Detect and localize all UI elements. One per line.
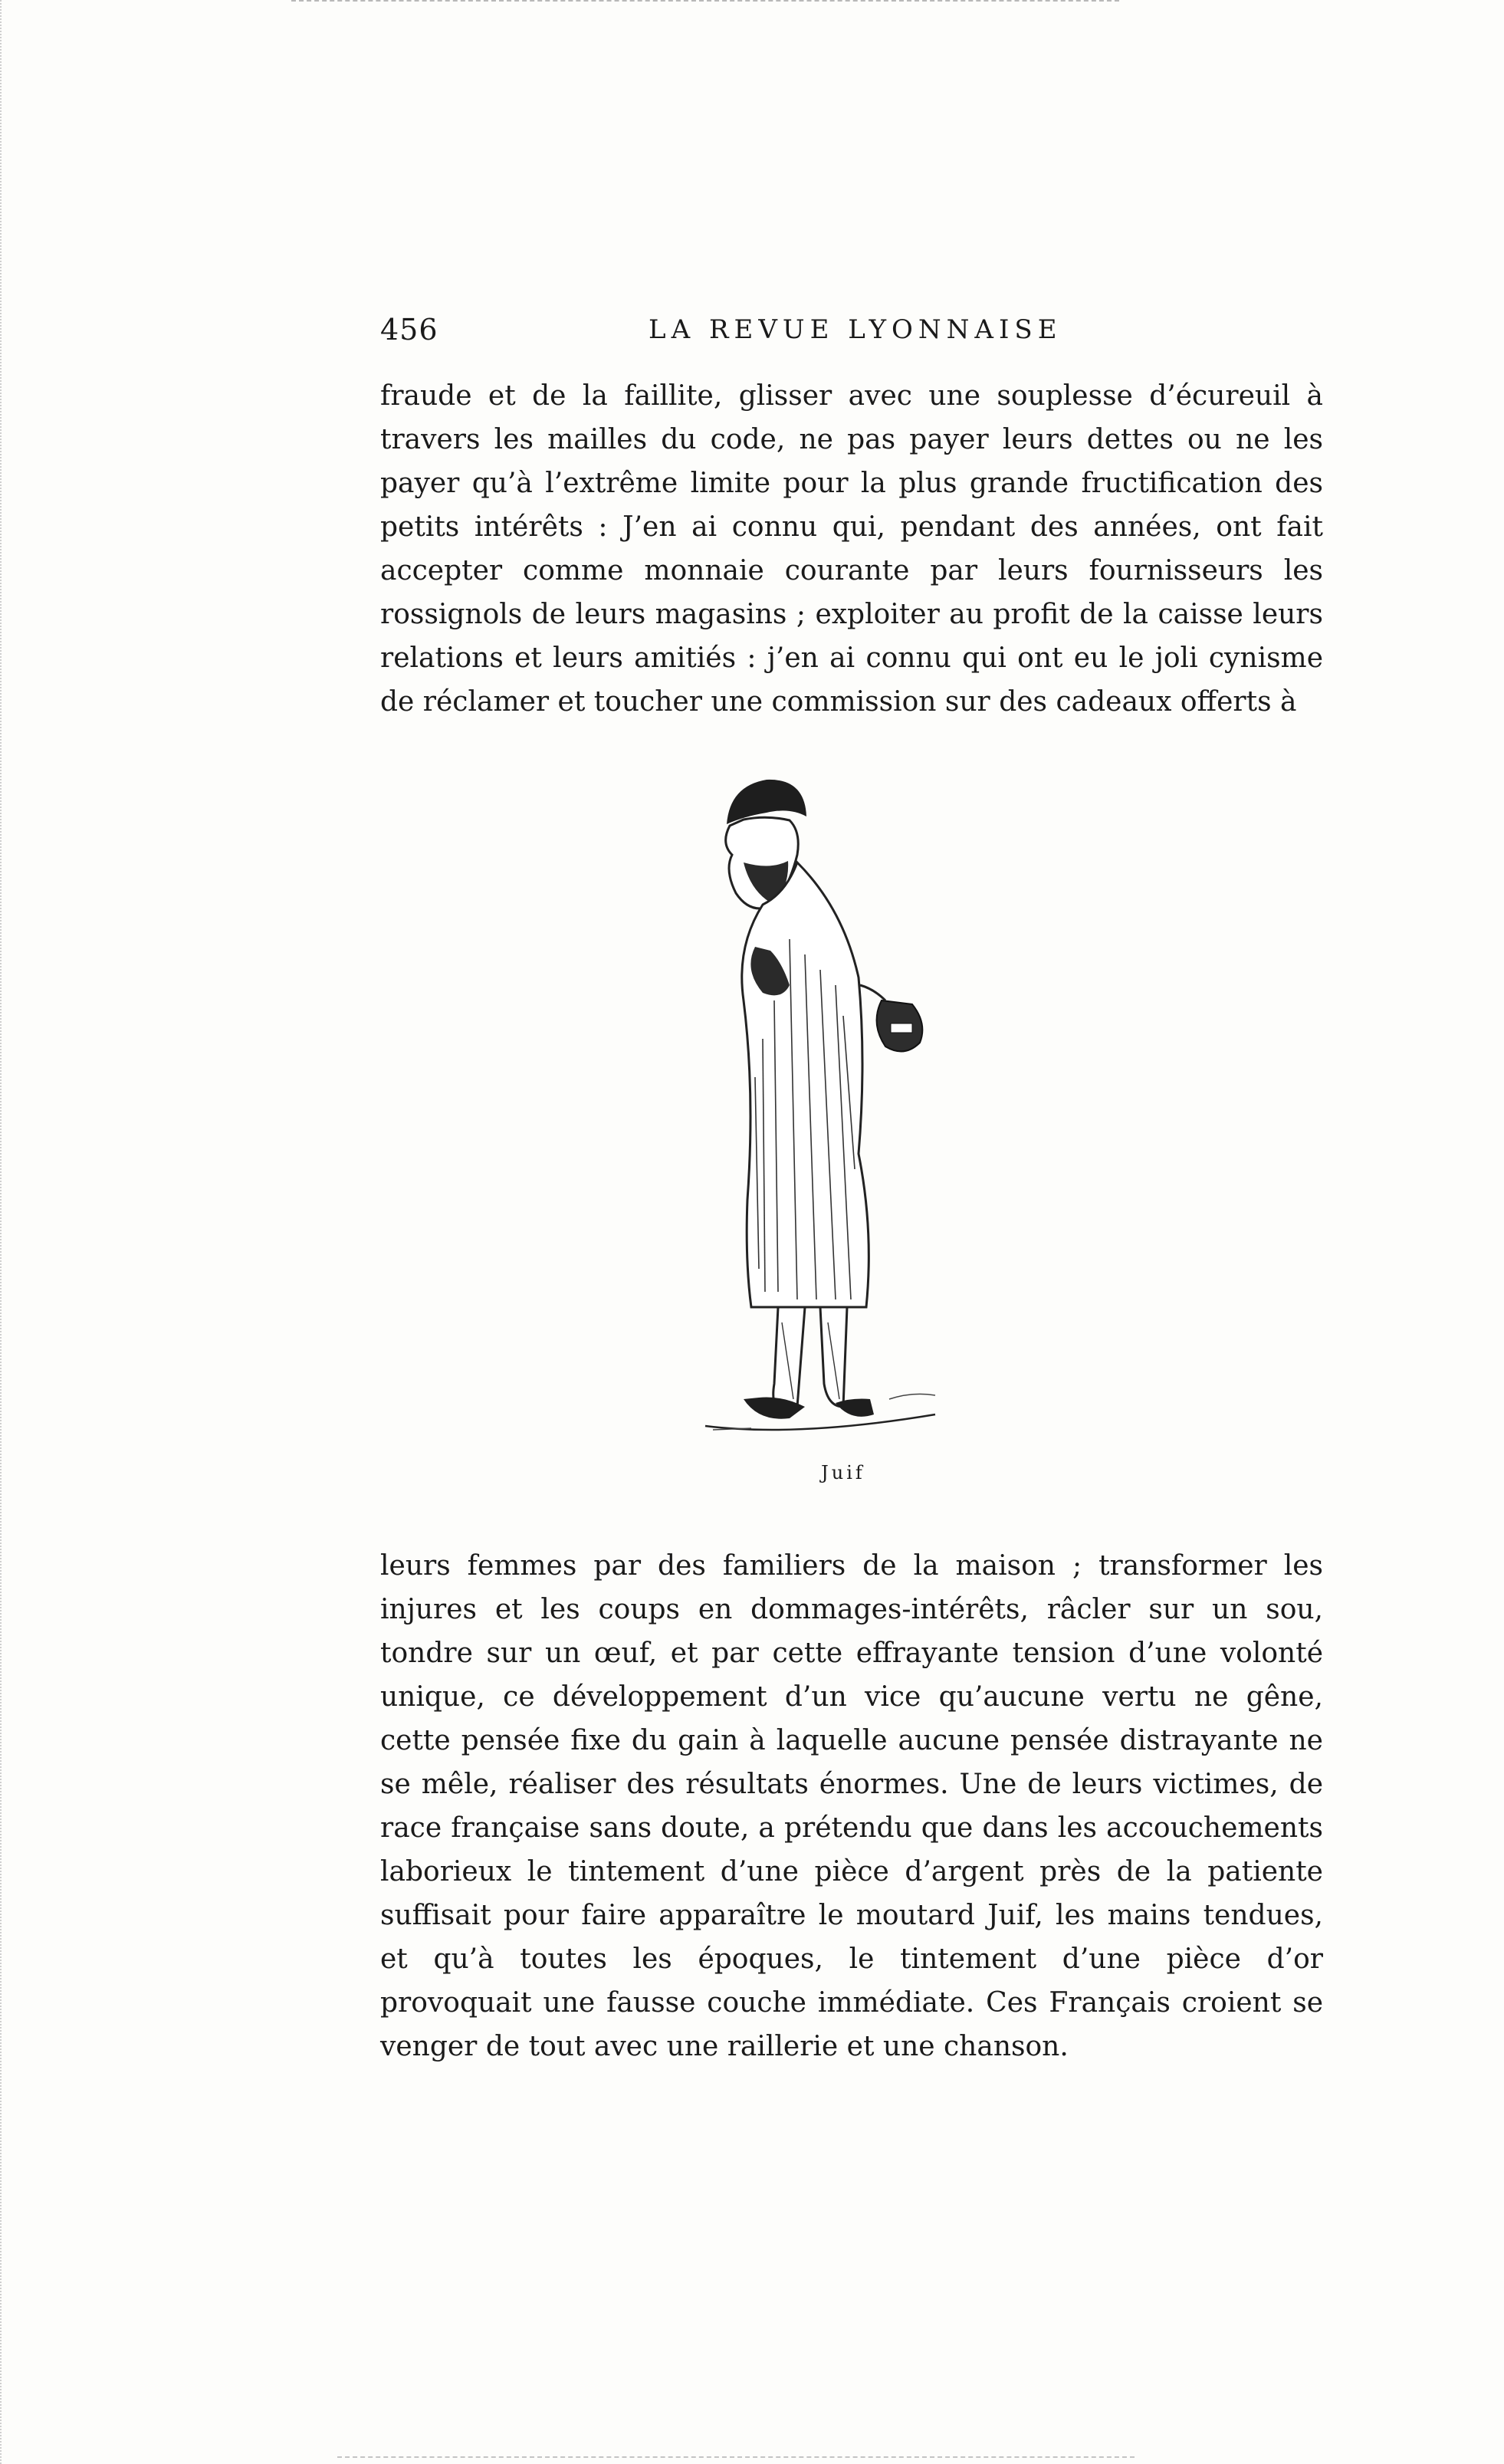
body-paragraph-bottom: leurs femmes par des familiers de la maison ; transformer les injures et les coups en dommages-intérêts, râcler sur un sou, tondre sur un œuf, et par cette effrayante tension d’une volonté unique, ce développement d’un vice qu’aucune vertu ne gêne, cette pensée fixe du gain à laquelle aucune pensée distrayante ne se mêle, réaliser des résultats énormes. Une de leurs victimes, de race française sans doute, a prétendu que dans les accouchements laborieux le tintement d’une pièce d’argent près de la patiente suffisait pour faire apparaître le moutard Juif, les mains tendues, et qu’à toutes les époques, le tintement d’une pièce d’or provoquait une fausse couche immédiate. Ces Français croient se venger de tout avec une raillerie et une chanson. xyxy=(380,1550,1323,2062)
figure-ground xyxy=(705,1414,935,1430)
body-paragraph-top: fraude et de la faillite, glisser avec une souplesse d’écureuil à travers les mailles du code, ne pas payer leurs dettes ou ne les payer qu’à l’extrême limite pour la plus grande fructification des petits intérêts : J’en ai connu qui, pendant des années, ont fait accepter comme monnaie courante par leurs fournisseurs les rossignols de leurs magasins ; exploiter au profit de la caisse leurs relations et leurs amitiés : j’en ai connu qui ont eu le joli cynisme de réclamer et toucher une commission sur des cadeaux offerts à xyxy=(380,380,1323,718)
figure-bag-label xyxy=(891,1023,912,1033)
figure-leg-right xyxy=(820,1307,847,1407)
figure-robe xyxy=(742,862,869,1307)
figure-bag-strap xyxy=(860,985,885,1000)
figure-illustration xyxy=(690,770,997,1483)
figure-caption: Juif xyxy=(821,1462,865,1483)
scan-edge-bottom xyxy=(337,2456,1135,2460)
figure-drawing xyxy=(690,770,997,1453)
figure-shoe-right xyxy=(836,1399,874,1417)
page-number: 456 xyxy=(380,313,438,347)
scan-edge-top xyxy=(291,0,1119,4)
journal-title: LA REVUE LYONNAISE xyxy=(649,314,1062,345)
scan-edge-left xyxy=(0,0,8,2464)
figure-leg-left xyxy=(773,1307,805,1411)
running-head xyxy=(380,313,1323,359)
